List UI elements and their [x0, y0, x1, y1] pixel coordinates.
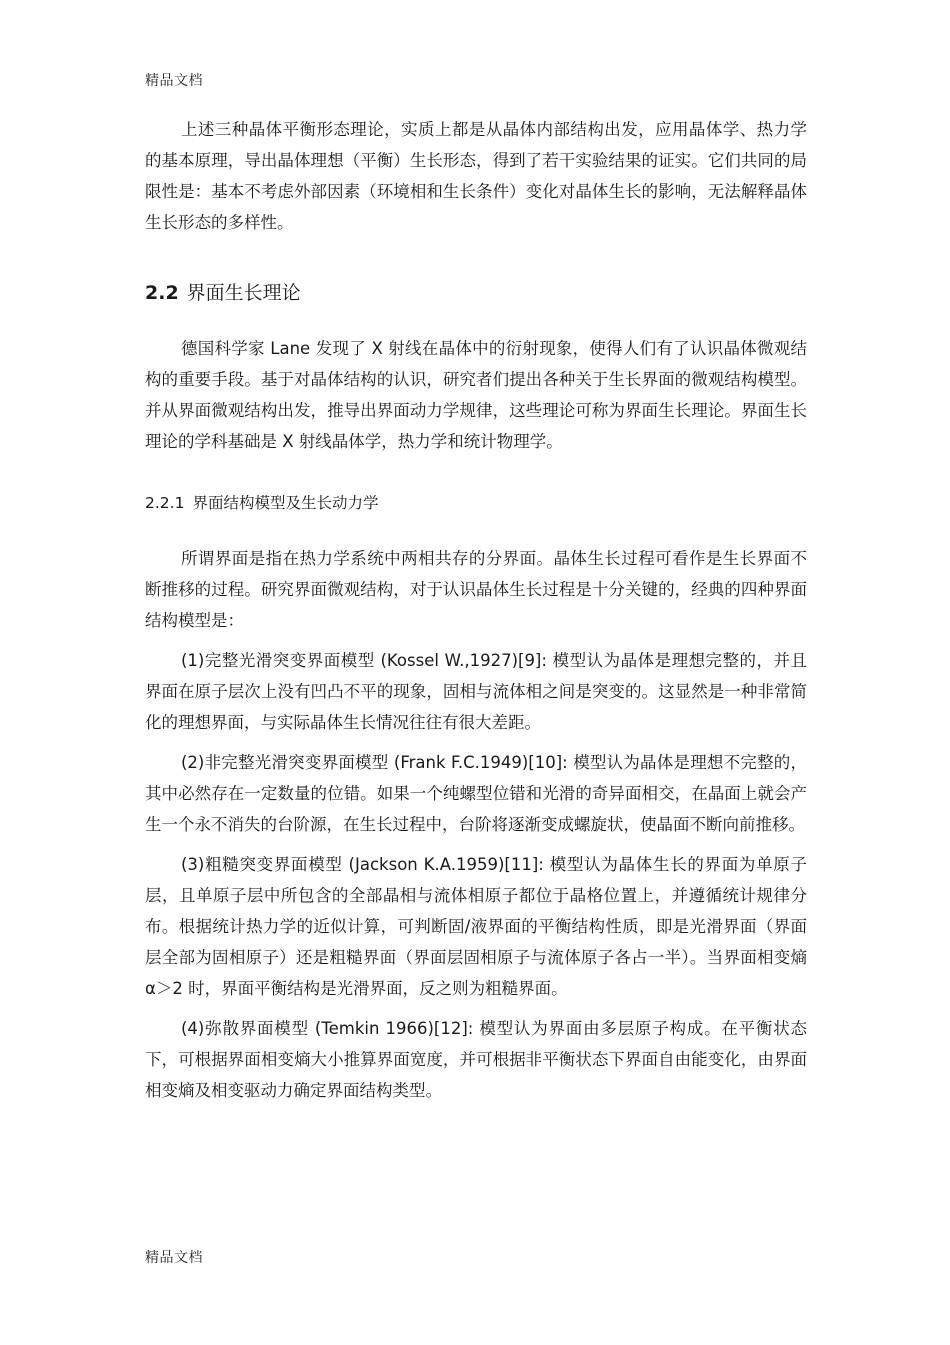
- section-heading-2-2: [145, 280, 807, 306]
- paragraph-intro-summary: 上述三种晶体平衡形态理论，实质上都是从晶体内部结构出发，应用晶体学、热力学的基本原理，导出晶体理想（平衡）生长形态，得到了若干实验结果的证实。它们共同的局限性是：基本不考虑外部因素（环境相和生长条件）变化对晶体生长的影响，无法解释晶体生长形态的多样性。: [145, 120, 807, 232]
- section-title: 界面生长理论: [186, 282, 301, 304]
- section-number: 2.2: [145, 282, 179, 304]
- subsection-number: 2.2.1: [145, 494, 185, 512]
- subsection-heading-2-2-1: [145, 492, 807, 514]
- page-header-watermark: 精品文档: [145, 73, 203, 89]
- paragraph-model-2: (2)非完整光滑突变界面模型 (Frank F.C.1949)[10]: 模型认为晶体是理想不完整的，其中必然存在一定数量的位错。如果一个纯螺型位错和光滑的奇异面相交，在晶面上就会产生一个永不消失的台阶源，在生长过程中，台阶将逐渐变成螺旋状，使晶面不断向前推移。: [145, 753, 807, 834]
- page-footer-watermark: 精品文档: [145, 1250, 203, 1266]
- paragraph-interface-theory: 德国科学家 Lane 发现了 X 射线在晶体中的衍射现象，使得人们有了认识晶体微观结构的重要手段。基于对晶体结构的认识，研究者们提出各种关于生长界面的微观结构模型。并从界面微观结构出发，推导出界面动力学规律，这些理论可称为界面生长理论。界面生长理论的学科基础是 X 射线晶体学，热力学和统计物理学。: [145, 339, 807, 451]
- paragraph-model-3: (3)粗糙突变界面模型 (Jackson K.A.1959)[11]: 模型认为晶体生长的界面为单原子层，且单原子层中所包含的全部晶相与流体相原子都位于晶格位置上，并遵循统计规律分布。根据统计热力学的近似计算，可判断固/液界面的平衡结构性质，即是光滑界面（界面层全部为固相原子）还是粗糙界面（界面层固相原子与流体原子各占一半）。当界面相变熵 α＞2 时，界面平衡结构是光滑界面，反之则为粗糙界面。: [145, 855, 807, 998]
- paragraph-model-4: (4)弥散界面模型 (Temkin 1966)[12]: 模型认为界面由多层原子构成。在平衡状态下，可根据界面相变熵大小推算界面宽度，并可根据非平衡状态下界面自由能变化，由界面相变熵及相变驱动力确定界面结构类型。: [145, 1019, 807, 1100]
- document-body: [145, 114, 807, 1106]
- paragraph-model-1: (1)完整光滑突变界面模型 (Kossel W.,1927)[9]: 模型认为晶体是理想完整的，并且界面在原子层次上没有凹凸不平的现象，固相与流体相之间是突变的。这显然是一种非常简化的理想界面，与实际晶体生长情况往往有很大差距。: [145, 651, 807, 732]
- paragraph-interface-definition: 所谓界面是指在热力学系统中两相共存的分界面。晶体生长过程可看作是生长界面不断推移的过程。研究界面微观结构，对于认识晶体生长过程是十分关键的，经典的四种界面结构模型是：: [145, 549, 807, 630]
- subsection-title: 界面结构模型及生长动力学: [192, 494, 379, 512]
